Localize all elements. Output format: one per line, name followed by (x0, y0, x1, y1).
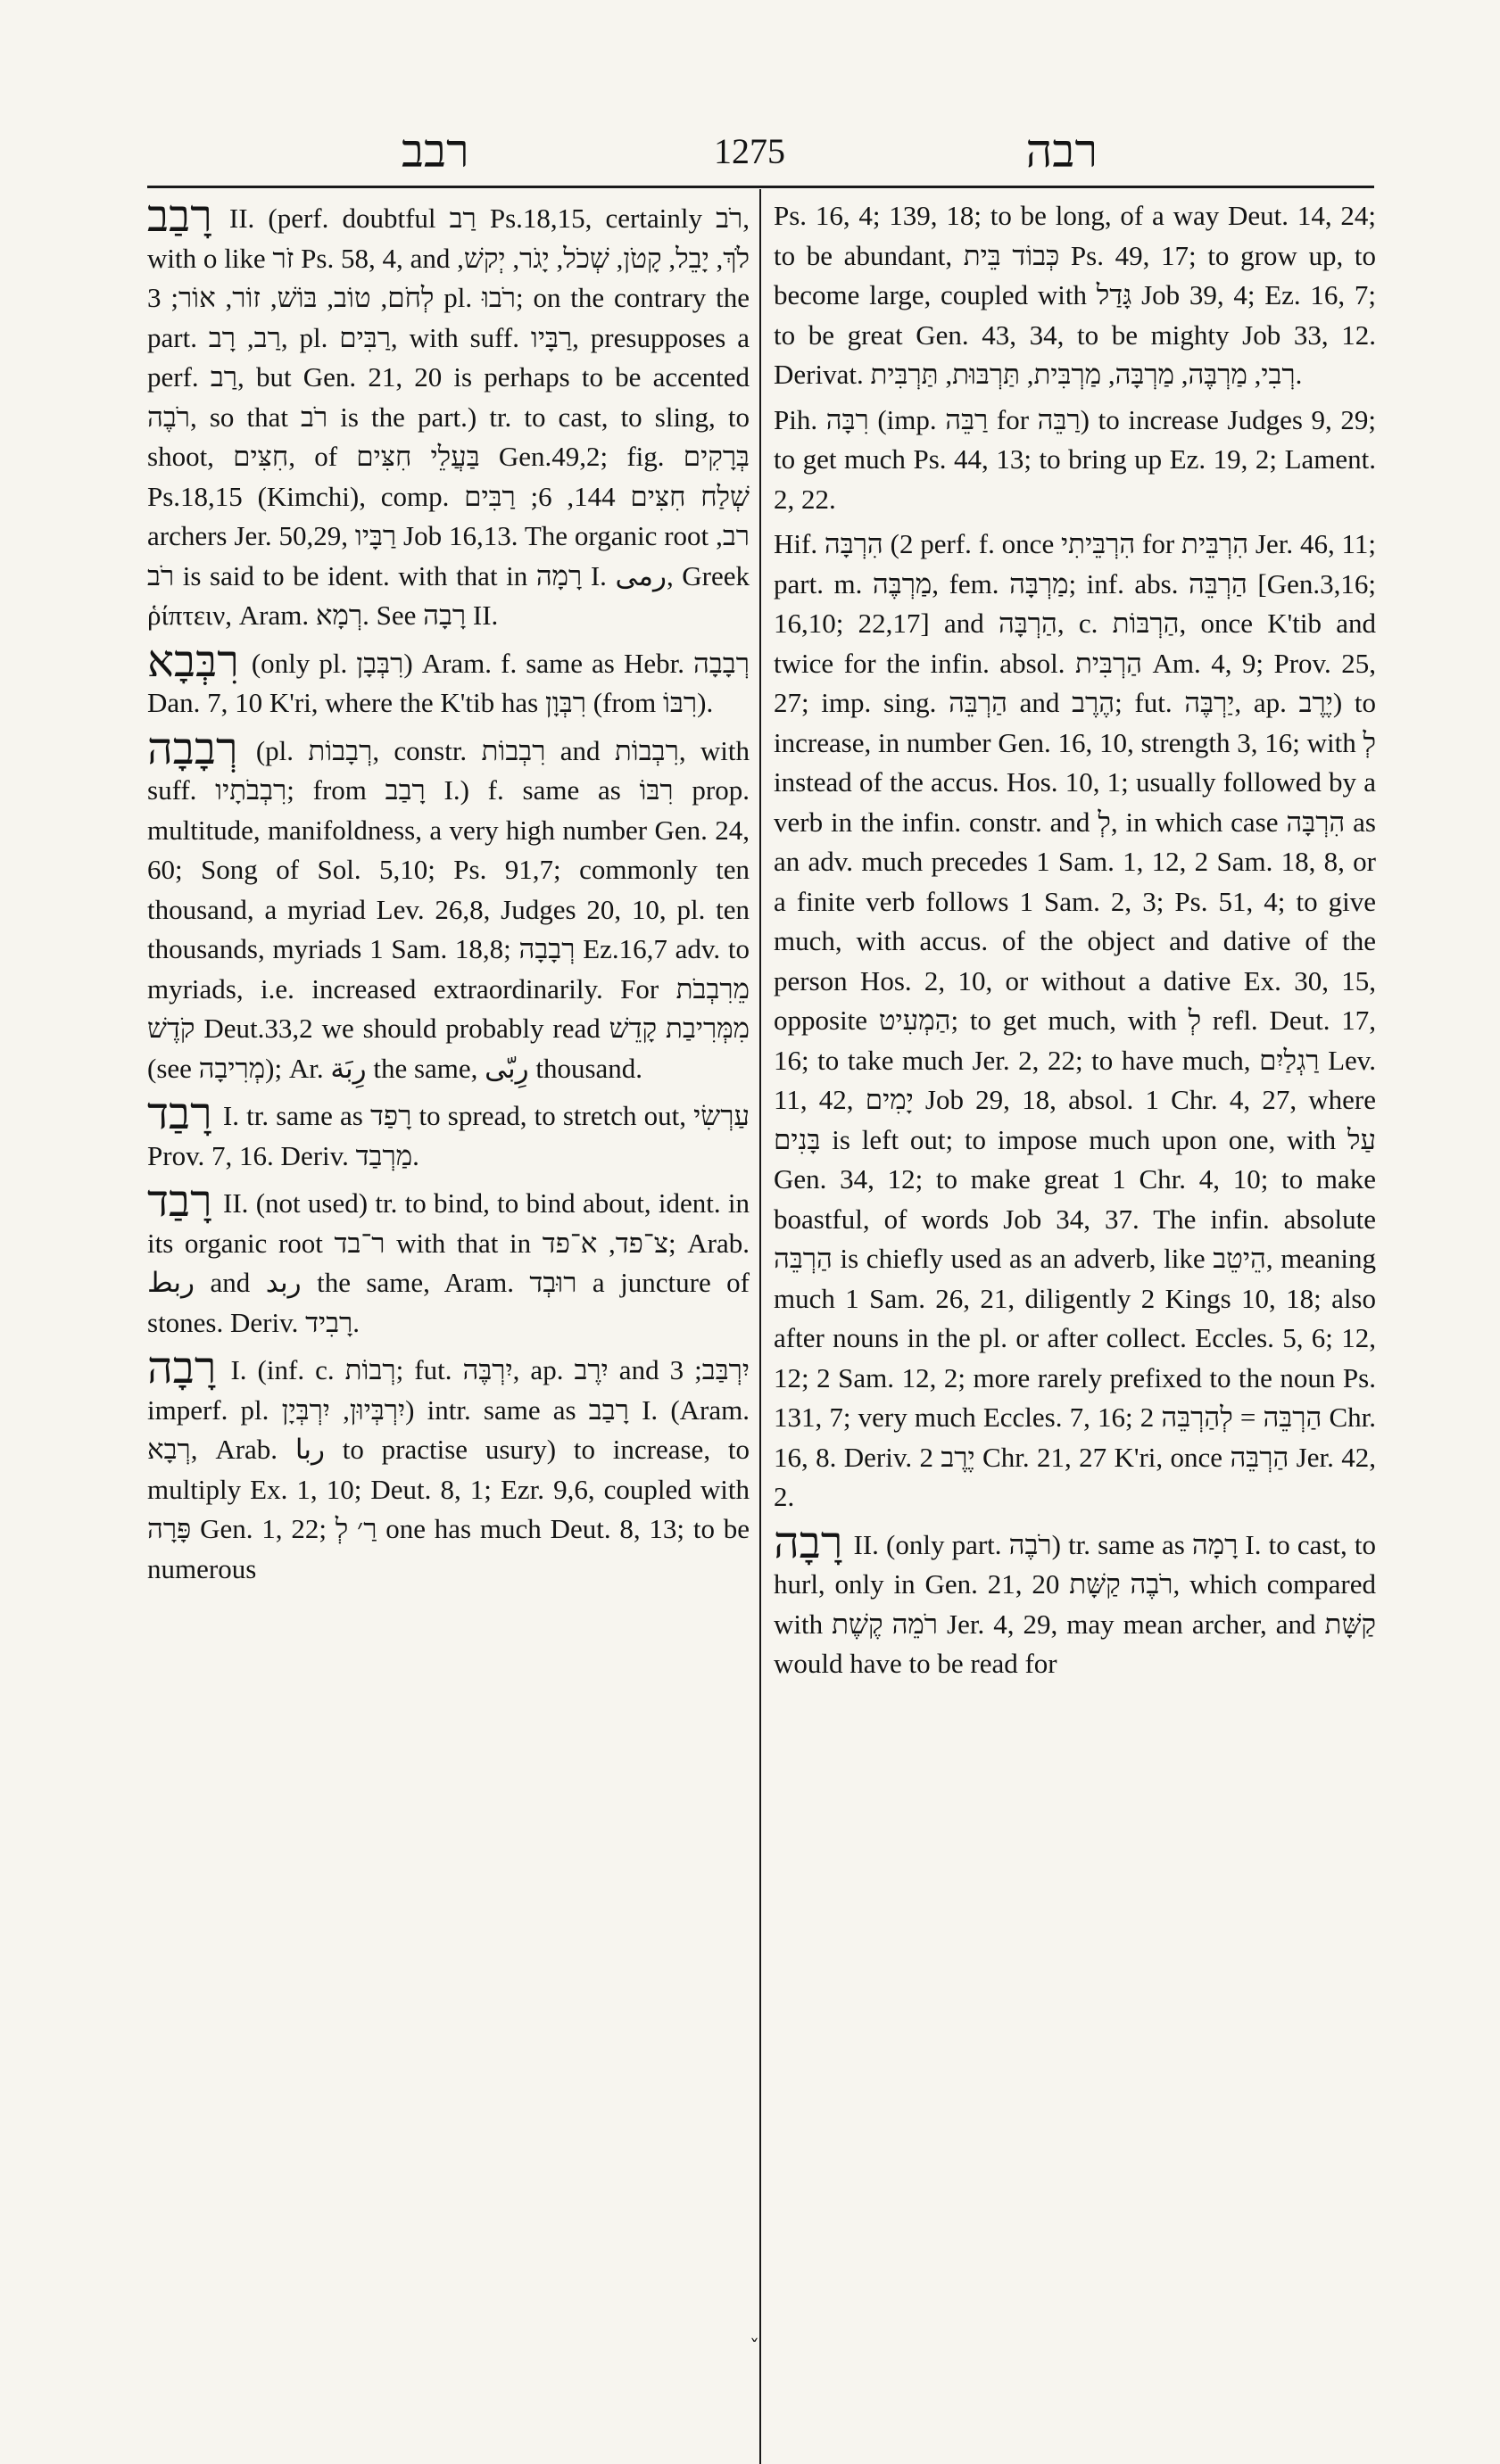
entry-text: Ps. 16, 4; 139, 18; to be long, of a way Deut. 14, 24; to be abundant, כְּבוֹד בֵּית Ps. 49, 17; to grow up, to become large, coupled with גָּדַל Job 39, 4; Ez. 16, 7; to be great Gen. 43, 34, to be mighty Job 33, 12. Derivat. רְבִי, מַרְבֶּה, מַרְבָּה, מַרְבִּית, תַּרְבּוּת, תַּרְבִּית. (774, 200, 1376, 390)
entry-headword: רָבָה (774, 1516, 843, 1568)
entry (147, 634, 750, 723)
left-column (147, 190, 750, 1594)
entry-text: I. (inf. c. רְבוֹת; fut. יִרְבֶּה, ap. יִרֶב and יִרְבַּב; 3 imperf. pl. יִרְבְּיוּן, יִרְבְּיָן) intr. same as רָבַב I. (Aram. רְבָא, Arab. ربا to practise usury) to increase, to multiply Ex. 1, 10; Deut. 8, 1; Ezr. 9,6, coupled with פָּרָה Gen. 1, 22; רַ׳ לְ one has much Deut. 8, 13; to be numerous (147, 1354, 750, 1584)
entry-text: I. tr. same as רָפַד to spread, to stretch out, עַרְשִׂי Prov. 7, 16. Deriv. מַרְבַד. (147, 1100, 750, 1171)
entry-text: II. (not used) tr. to bind, to bind about, ident. in its organic root ר־בד with that in צ־פד, א־פד; Arab. ربط and ربد the same, Aram. רוּבְד a juncture of stones. Deriv. רָבִיד. (147, 1187, 750, 1338)
entry (147, 1175, 750, 1343)
entry-headword: רִבְּבָא (147, 634, 239, 687)
header-left-word: רבב (402, 125, 469, 178)
entry (774, 1516, 1376, 1684)
page-number: 1275 (714, 131, 785, 171)
entry (147, 190, 750, 636)
entry-headword: רָבַב (147, 190, 212, 242)
entry-headword: רָבָה (147, 1342, 217, 1393)
entry-text: (only pl. רִבְּבָן) Aram. f. same as Hebr. רְבָבָה Dan. 7, 10 K'ri, where the K'tib has רִבְּוָן (from רִבּוֹ). (147, 647, 750, 718)
entry-text: II. (only part. רֹבֶה) tr. same as רָמָה I. to cast, to hurl, only in Gen. 21, 20 רֹבֶה קַשָּׁת, which compared with רֹמֵה קֶשֶׁת Jer. 4, 29, may mean archer, and קַשָּׁת would have to be read for (774, 1528, 1376, 1679)
entry-text: II. (perf. doubtful רַב Ps.18,15, certainly רֹב, with o like זֹר Ps. 58, 4, and לֹךְ, יָבֵל, קָטֹן, שְׁכֹל, יָגֹר, יְקשׁ, לְחֹם, טוֹב, בּוֹשׁ, זוֹר, אוֹר; 3 pl. רֹבוּ; on the contrary the part. רַב, רָב, pl. רַבִּים, with suff. רַבָּיו, presupposes a perf. רַב, but Gen. 21, 20 is perhaps to be accented רֹבֶה, so that רֹב is the part.) tr. to cast, to sling, to shoot, חִצִּים, of בַּעֲלֵי חִצִּים Gen.49,2; fig. בְּרָקִים Ps.18,15 (Kimchi), comp. שְׁלַח חִצִּים 144, 6; רַבִּים archers Jer. 50,29, רַבָּיו Job 16,13. The organic root רב, רֹב is said to be ident. with that in רָמָה I. رمى, Greek ῥίπτειν, Aram. רְמָא. See רָבָה II. (147, 203, 750, 631)
header-right-word: רבה (1025, 125, 1098, 178)
entry-headword: רָבַד (147, 1175, 212, 1227)
page-header (134, 125, 1365, 187)
entry (147, 722, 750, 1089)
entry-continuation (774, 196, 1376, 395)
footer-mark: ˇ (750, 2337, 759, 2360)
entry-pih (774, 401, 1376, 520)
column-divider (759, 189, 761, 2464)
entry-headword: רְבָבָה (147, 722, 238, 774)
entry-text: Hif. הִרְבָּה (2 perf. f. once הִרְבֵּיתִי for הִרְבֵּית Jer. 46, 11; part. m. מַרְבֶּה, fem. מַרְבָּה; inf. abs. הַרְבֵּה [Gen.3,16; 16,10; 22,17] and הַרְבָּה, c. הַרְבּוֹת, once K'tib and twice for the infin. absol. הַרְבִּית Am. 4, 9; Prov. 25, 27; imp. sing. הַרְבֵּה and הֶרֶב; fut. יַרְבֶּה, ap. יֶרֶב) to increase, in number Gen. 16, 10, strength 3, 16; with לְ instead of the accus. Hos. 10, 1; usually followed by a verb in the infin. constr. and לְ, in which case הִרְבָּה as an adv. much precedes 1 Sam. 1, 12, 2 Sam. 18, 8, or a finite verb follows 1 Sam. 2, 3; Ps. 51, 4; to give much, with accus. of the object and dative of the person Hos. 2, 10, or without a dative Ex. 30, 15, opposite הַמְעִיט; to get much, with לְ refl. Deut. 17, 16; to take much Jer. 2, 22; to have much, רַגְלַיִם Lev. 11, 42, יָמִים Job 29, 18, absol. 1 Chr. 4, 27, where בָּנִים is left out; to impose much upon one, with עַל Gen. 34, 12; to make great 1 Chr. 4, 10; to make boastful, of words Job 34, 37. The infin. absolute הַרְבֵּה is chiefly used as an adverb, like הֵיטֵב, meaning much 1 Sam. 26, 21, diligently 2 Kings 10, 18; also after nouns in the pl. or after collect. Eccles. 5, 6; 12, 12; 2 Sam. 12, 2; more rarely prefixed to the noun Ps. 131, 7; very much Eccles. 7, 16; הַרְבֵּה = לְהַרְבֵּה 2 Chr. 16, 8. Deriv. יֶרֶב 2 Chr. 21, 27 K'ri, once הַרְבֵּה Jer. 42, 2. (774, 528, 1377, 1512)
entry-text: (pl. רְבָבוֹת, constr. רִבְבוֹת and רִבְבוֹת, with suff. רִבְבֹתָיו; from רָבַב I.) f. same as רִבּוֹ prop. multitude, manifoldness, a very high number Gen. 24, 60; Song of Sol. 5,10; Ps. 91,7; commonly ten thousand, a myriad Lev. 26,8, Judges 20, 10, pl. ten thousands, myriads 1 Sam. 18,8; רְבָבָה Ez.16,7 adv. to myriads, i.e. increased extraordinarily. For מֵרִבְבֹת קֹדֶשׁ Deut.33,2 we should probably read מִמְּרִיבַת קָדֵשׁ (see מְרִיבָה); Ar. رِبَة the same, رِبّى thousand. (147, 734, 750, 1084)
entry-headword: רָבַד (147, 1087, 212, 1139)
entry-hif (774, 525, 1376, 1517)
entry-text: Pih. רִבָּה (imp. רַבֵּה for רַבֵּה) to increase Judges 9, 29; to get much Ps. 44, 13; to bring up Ez. 19, 2; Lament. 2, 22. (774, 403, 1376, 515)
entry (147, 1087, 750, 1176)
header-rule (147, 186, 1374, 188)
right-column (774, 196, 1376, 1690)
entry (147, 1342, 750, 1589)
